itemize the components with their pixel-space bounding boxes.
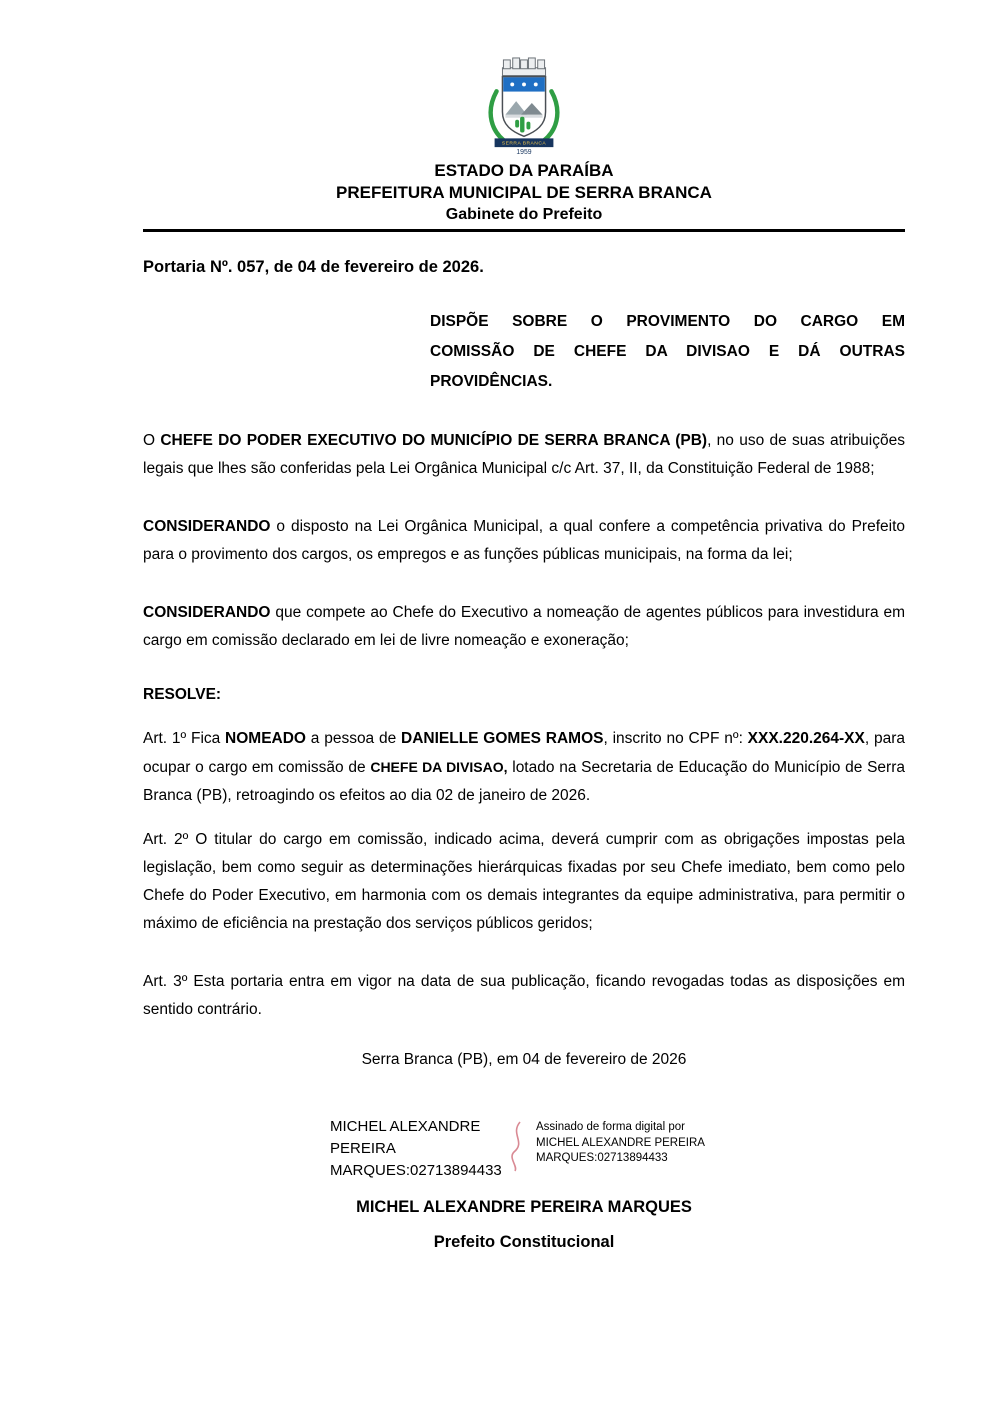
considerando-2-label: CONSIDERANDO: [143, 604, 271, 621]
considerando-1-label: CONSIDERANDO: [143, 518, 271, 535]
signer-title: Prefeito Constitucional: [433, 1233, 615, 1251]
coat-of-arms-icon: [476, 56, 572, 154]
cargo-name: CHEFE DA DIVISAO,: [370, 759, 508, 775]
crest-year: 1959: [516, 149, 532, 154]
preamble-lead: O: [143, 432, 161, 449]
considerando-2-paragraph: [143, 599, 905, 655]
summary-clause: DISPÕE SOBRE O PROVIMENTO DO CARGO EM COMISSÃO DE CHEFE DA DIVISAO E DÁ OUTRAS PROVIDÊNCIAS.: [430, 313, 905, 390]
article-3-paragraph: Art. 3º Esta portaria entra em vigor na data de sua publicação, ficando revogadas todas as disposições em sentido contrário.: [143, 973, 905, 1018]
document-header: [143, 56, 905, 232]
article-2-paragraph: Art. 2º O titular do cargo em comissão, indicado acima, deverá cumprir com as obrigações impostas pela legislação, bem como seguir as determinações hierárquicas fixadas por seu Chefe imediato, bem como pelo Chefe do Poder Executivo, em harmonia com os demais integrantes da equipe administrativa, para permitir o máximo de eficiência na prestação dos serviços públicos geridos;: [143, 831, 905, 932]
header-state: ESTADO DA PARAÍBA: [434, 161, 614, 180]
shield: [502, 77, 545, 137]
header-municipality: PREFEITURA MUNICIPAL DE SERRA BRANCA: [336, 183, 712, 202]
signature-stamp-name: MICHEL ALEXANDRE PEREIRA MARQUES:02713894433: [330, 1118, 502, 1179]
considerando-2-text: que compete ao Chefe do Executivo a nomeação de agentes públicos para investidura em cargo em comissão declarado em lei de livre nomeação e exoneração;: [143, 604, 905, 649]
ribbon-text: SERRA BRANCA: [501, 141, 547, 147]
considerando-1-paragraph: [143, 513, 905, 569]
signature-stamp-note: Assinado de forma digital por MICHEL ALEXANDRE PEREIRA MARQUES:02713894433: [536, 1121, 705, 1164]
preamble-paragraph: [143, 427, 905, 483]
preamble-authority: CHEFE DO PODER EXECUTIVO DO MUNICÍPIO DE SERRA BRANCA (PB): [160, 432, 708, 449]
coat-of-arms: [143, 56, 905, 154]
preamble-rest: , no uso de suas atribuições legais que lhes são conferidas pela Lei Orgânica Municipal c/c Art. 37, II, da Constituição Federal de 1988;: [143, 432, 905, 477]
signer-name: MICHEL ALEXANDRE PEREIRA MARQUES: [356, 1198, 692, 1216]
article-1-paragraph: Art. 1º Fica NOMEADO a pessoa de DANIELLE GOMES RAMOS, inscrito no CPF nº: XXX.220.264-XX, para ocupar o cargo em comissão de CHEFE DA DIVISAO, lotado na Secretaria de Educação do Município de Serra Branca (PB), retroagindo os efeitos ao dia 02 de janeiro de 2026.: [143, 730, 905, 804]
mural-crown: [502, 58, 545, 76]
header-office: Gabinete do Prefeito: [445, 206, 603, 223]
considerando-1-text: o disposto na Lei Orgânica Municipal, a qual confere a competência privativa do Prefeito para o provimento dos cargos, os empregos e as funções públicas municipais, na forma da lei;: [143, 518, 905, 563]
appointee-name: DANIELLE GOMES RAMOS: [401, 730, 604, 747]
ribbon: [495, 138, 554, 154]
digital-signature-block: [143, 1116, 905, 1182]
cpf-masked: XXX.220.264-XX: [747, 730, 865, 747]
resolve-heading: RESOLVE:: [143, 686, 222, 703]
signature-flourish-icon: [506, 1118, 530, 1174]
portaria-title: Portaria Nº. 057, de 04 de fevereiro de 2026.: [143, 258, 484, 276]
dateline: Serra Branca (PB), em 04 de fevereiro de 2026: [361, 1051, 687, 1068]
